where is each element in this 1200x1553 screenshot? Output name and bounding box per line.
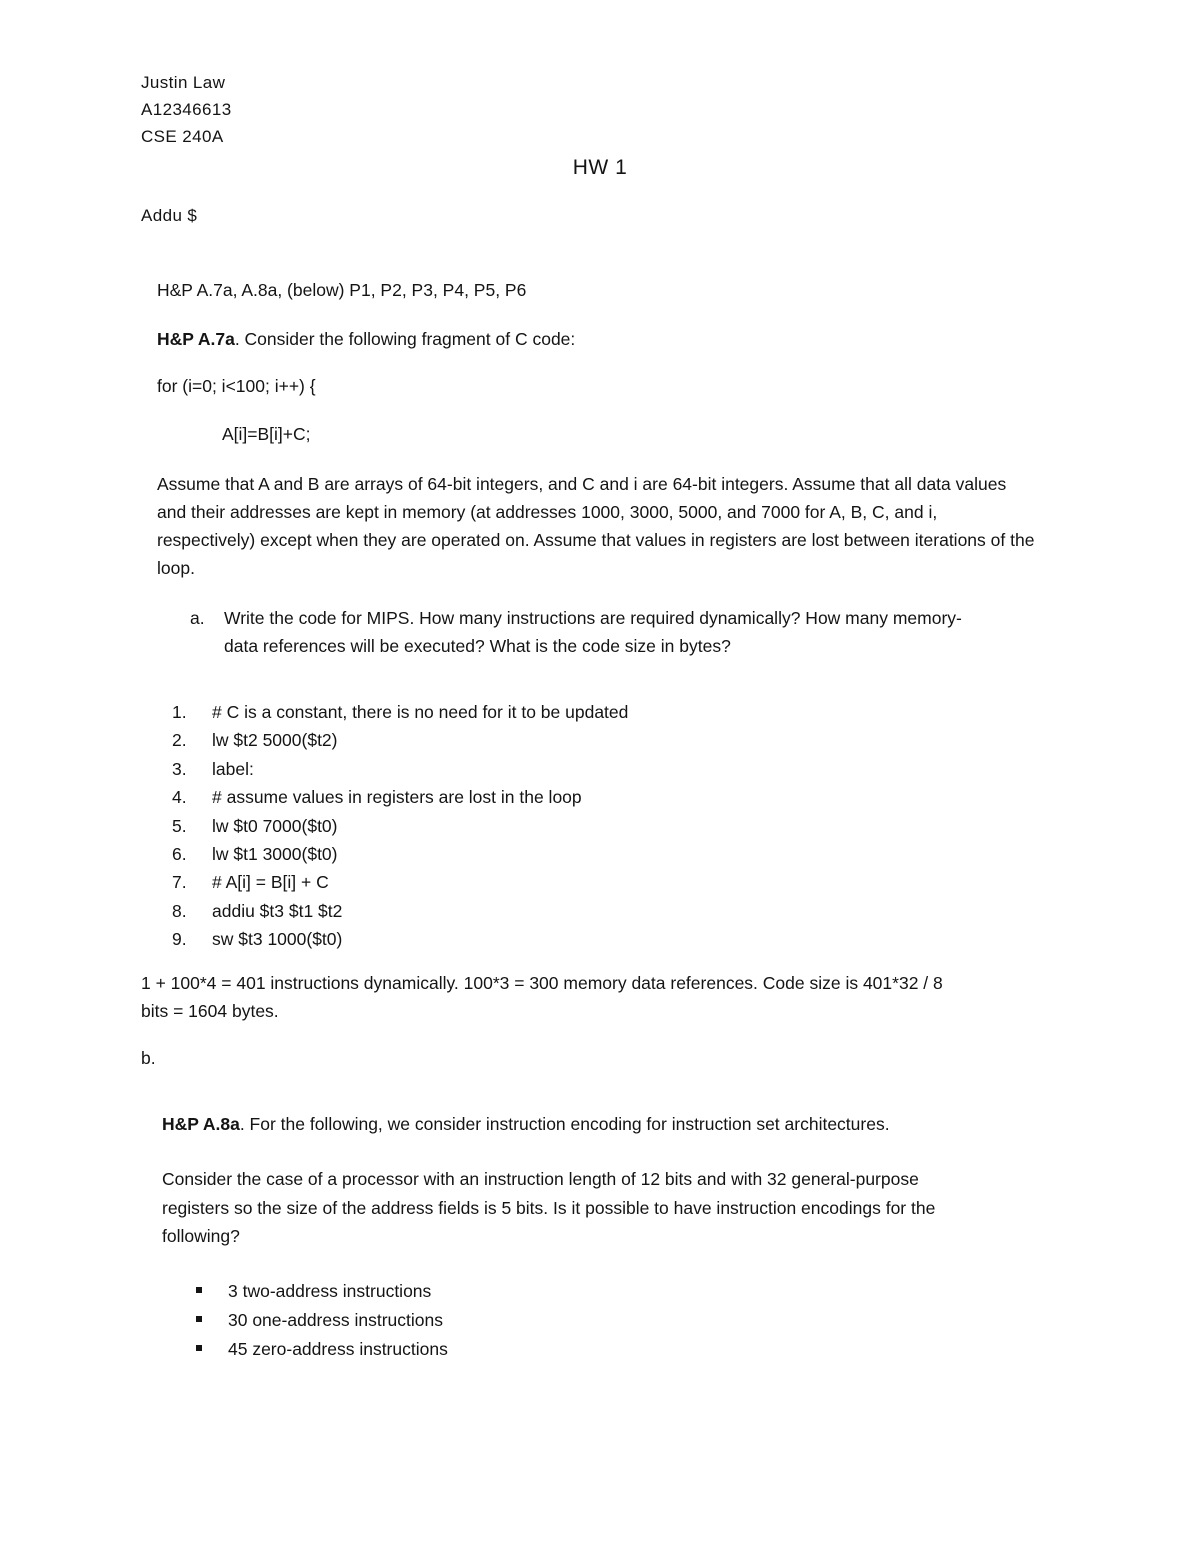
problem-a7-description: Assume that A and B are arrays of 64-bit integers, and C and i are 64-bit integers. Assume that all data values and their addresses are kept in memory (at addresses 1000, 3000, 5000, and 7000 for A, B, C, and i, respectively) except when they are operated on. Assume that values in registers are lost between iterations of the loop. [157,474,1035,578]
problem-a8-heading [162,1110,890,1138]
list-item: 1. # C is a constant, there is no need for it to be updated [172,702,629,722]
note-text: Addu $ [141,206,198,225]
list-item: 45 zero-address instructions [196,1335,448,1364]
bullet-square-icon [196,1287,202,1293]
problem-a8-description-line-1: Consider the case of a processor with an instruction length of 12 bits and with 32 general-purpose [162,1169,919,1189]
student-name: Justin Law [141,73,226,92]
list-item: 3. label: [172,758,254,779]
problem-a8-intro: . For the following, we consider instruction encoding for instruction set architectures. [239,1114,890,1134]
student-id: A12346613 [141,100,232,119]
part-a-question-line-1: Write the code for MIPS. How many instructions are required dynamically? How many memory- [224,608,962,628]
list-item: 30 one-address instructions [196,1306,448,1335]
c-code-line-1: for (i=0; i<100; i++) { [157,376,316,396]
problem-a7-label: H&P A.7a [157,329,235,349]
list-item: 5. lw $t0 7000($t0) [172,815,338,836]
problem-a7-heading [157,325,575,353]
bullet-square-icon [196,1345,202,1351]
list-item: 9. sw $t3 1000($t0) [172,929,343,950]
mips-code-list [172,698,628,954]
list-item: 6. lw $t1 3000($t0) [172,843,338,864]
answer-line-2: bits = 1604 bytes. [141,1001,279,1021]
c-code-line-2: A[i]=B[i]+C; [222,424,311,444]
page-title: HW 1 [572,156,628,179]
instruction-bullet-list [196,1277,448,1364]
course-code: CSE 240A [141,127,224,146]
part-a-marker: a. [190,608,205,628]
problem-a8-description-line-3: following? [162,1226,240,1246]
list-item: 7. # A[i] = B[i] + C [172,872,329,893]
list-item: 3 two-address instructions [196,1277,448,1306]
list-item: 8. addiu $t3 $t1 $t2 [172,900,343,921]
problem-a7-intro: . Consider the following fragment of C code: [234,329,576,349]
part-b-marker: b. [141,1048,156,1068]
problem-a8-label: H&P A.8a [162,1114,240,1134]
part-a-question-line-2: data references will be executed? What is the code size in bytes? [224,636,731,656]
answer-line-1: 1 + 100*4 = 401 instructions dynamically. 100*3 = 300 memory data references. Code size is 401*32 / 8 [141,973,943,993]
bullet-square-icon [196,1316,202,1322]
assignment-line: H&P A.7a, A.8a, (below) P1, P2, P3, P4, P5, P6 [157,280,527,300]
list-item: 2. lw $t2 5000($t2) [172,730,338,751]
problem-a8-description-line-2: registers so the size of the address fields is 5 bits. Is it possible to have instruction encodings for the [162,1198,936,1218]
list-item: 4. # assume values in registers are lost in the loop [172,787,582,808]
